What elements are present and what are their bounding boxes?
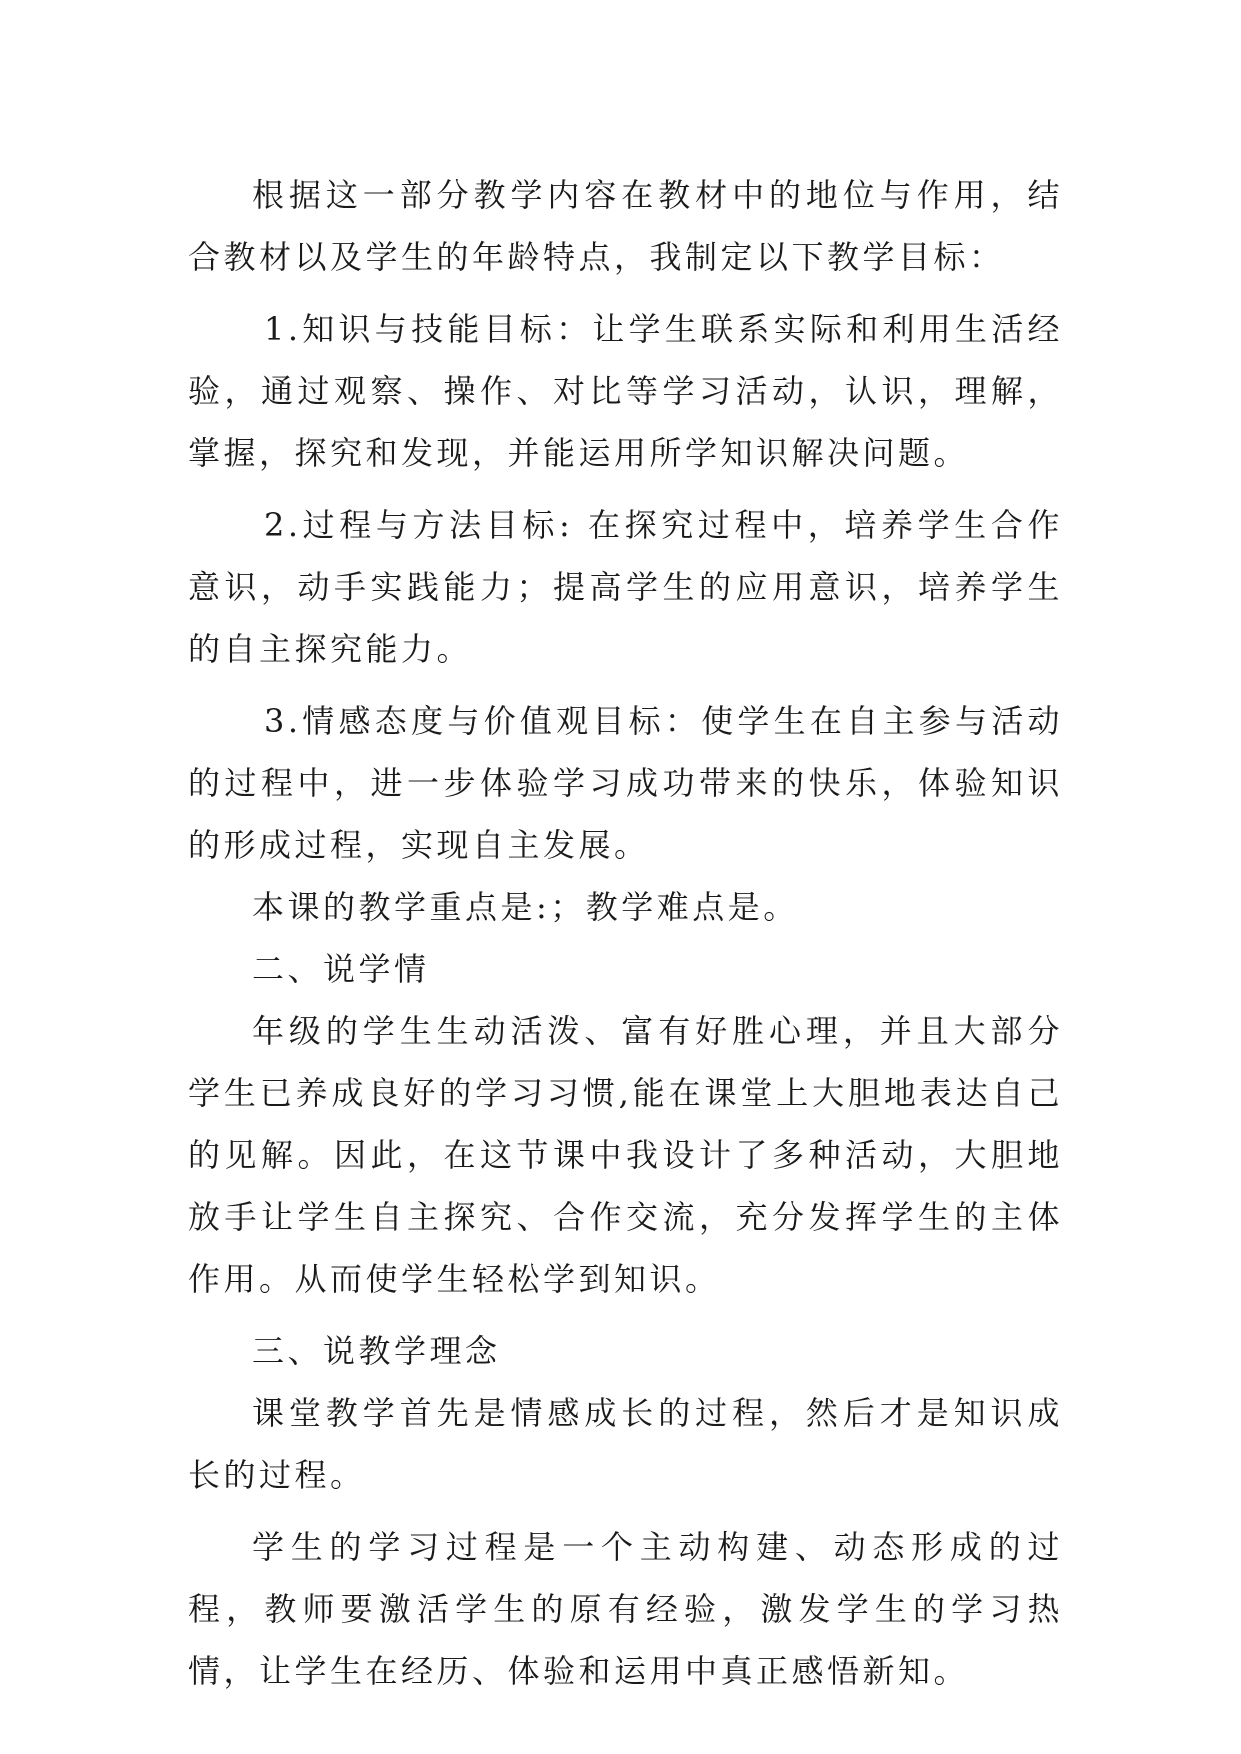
paragraph-process-goal: 2.过程与方法目标: 在探究过程中，培养学生合作意识，动手实践能力；提高学生的应用意识，培养学生的自主探究能力。 (188, 506, 1063, 668)
document-body (188, 164, 1063, 1702)
paragraph-philosophy-1: 课堂教学首先是情感成长的过程，然后才是知识成长的过程。 (188, 1394, 1063, 1494)
paragraph-student-analysis: 年级的学生生动活泼、富有好胜心理，并且大部分学生已养成良好的学习习惯,能在课堂上大胆地表达自己的见解。因此，在这节课中我设计了多种活动，大胆地放手让学生自主探究、合作交流，充分发挥学生的主体作用。从而使学生轻松学到知识。 (188, 1012, 1063, 1298)
paragraph-emotion-goal: 3.情感态度与价值观目标：使学生在自主参与活动的过程中，进一步体验学习成功带来的快乐，体验知识的形成过程，实现自主发展。 (188, 702, 1063, 864)
paragraph-philosophy-2: 学生的学习过程是一个主动构建、动态形成的过程，教师要激活学生的原有经验，激发学生的学习热情，让学生在经历、体验和运用中真正感悟新知。 (188, 1528, 1063, 1690)
paragraph-knowledge-goal: 1.知识与技能目标：让学生联系实际和利用生活经验，通过观察、操作、对比等学习活动，认识，理解，掌握，探究和发现，并能运用所学知识解决问题。 (188, 310, 1063, 472)
paragraph-key-points: 本课的教学重点是:；教学难点是。 (252, 888, 799, 926)
section-heading-student-analysis: 二、说学情 (252, 950, 430, 988)
paragraph-objectives-intro: 根据这一部分教学内容在教材中的地位与作用，结合教材以及学生的年龄特点，我制定以下教学目标： (188, 176, 1063, 276)
section-heading-teaching-philosophy: 三、说教学理念 (252, 1332, 501, 1370)
